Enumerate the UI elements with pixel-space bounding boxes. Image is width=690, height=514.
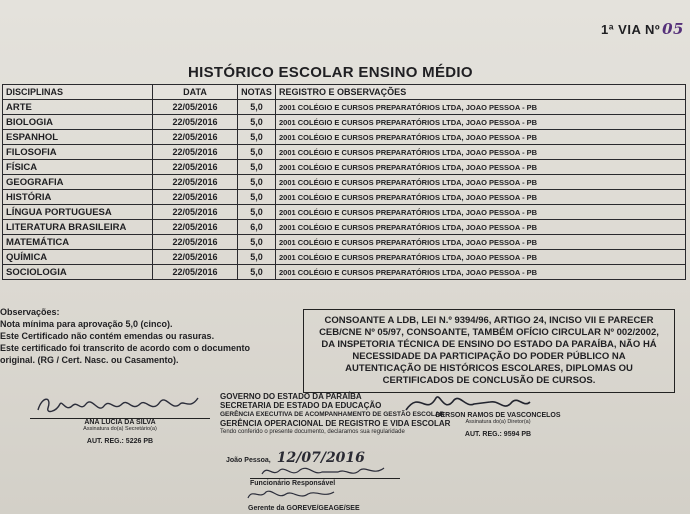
official-role: Funcionário Responsável (250, 480, 336, 487)
registry-cell: 2001 COLÉGIO E CURSOS PREPARATÓRIOS LTDA, JOAO PESSOA - PB (276, 205, 686, 220)
table-header-row (3, 85, 686, 100)
column-header: DATA (153, 85, 238, 100)
secretary-role: Assinatura do(a) Secretário(a) (83, 426, 157, 432)
grade-cell: 5,0 (238, 145, 276, 160)
observation-item: Este certificado foi transcrito de acordo com o documento (0, 343, 251, 353)
ldb-legal-notice: CONSOANTE A LDB, LEI N.º 9394/96, ARTIGO 24, INCISO VII E PARECER CEB/CNE Nº 05/97, CONSOANTE, TAMBÉM OFÍCIO CIRCULAR Nº 002/2002, DA INSPETORIA TÉCNICA DE ENSINO DO ESTADO DA PARAÍBA, NÃO HÁ NECESSIDADE DA PARTICIPAÇÃO DO PODER PÚBLICO NA AUTENTICAÇÃO DE HISTÓRICOS ESCOLARES, DIPLOMAS OU CERTIFICADOS DE CONCLUSÃO DE CURSOS. (303, 309, 675, 393)
date-cell: 22/05/2016 (153, 145, 238, 160)
date-cell: 22/05/2016 (153, 235, 238, 250)
grade-cell: 5,0 (238, 175, 276, 190)
date-cell: 22/05/2016 (153, 100, 238, 115)
disciplina-cell: ESPANHOL (3, 130, 153, 145)
registry-cell: 2001 COLÉGIO E CURSOS PREPARATÓRIOS LTDA, JOAO PESSOA - PB (276, 130, 686, 145)
table-row (3, 145, 686, 160)
observation-item: Este Certificado não contém emendas ou rasuras. (0, 331, 215, 341)
disciplina-cell: FILOSOFIA (3, 145, 153, 160)
date-cell: 22/05/2016 (153, 175, 238, 190)
grade-cell: 5,0 (238, 115, 276, 130)
grade-cell: 5,0 (238, 235, 276, 250)
date-cell: 22/05/2016 (153, 190, 238, 205)
date-cell: 22/05/2016 (153, 265, 238, 280)
observations-heading: Observações: (0, 307, 60, 317)
grade-cell: 5,0 (238, 160, 276, 175)
observation-item: original. (RG / Cert. Nasc. ou Casamento). (0, 355, 179, 365)
grade-cell: 6,0 (238, 220, 276, 235)
secretary-signature-block (30, 416, 210, 445)
manager-signature (244, 486, 354, 502)
city: João Pessoa, (226, 457, 271, 464)
handwritten-date: 12/07/2016 (276, 450, 365, 466)
via-label: 1ª VIA Nº (601, 22, 661, 37)
table-row (3, 100, 686, 115)
table-row (3, 190, 686, 205)
registry-cell: 2001 COLÉGIO E CURSOS PREPARATÓRIOS LTDA, JOAO PESSOA - PB (276, 190, 686, 205)
grade-cell: 5,0 (238, 205, 276, 220)
disciplina-cell: HISTÓRIA (3, 190, 153, 205)
via-number (601, 20, 684, 38)
column-header: REGISTRO E OBSERVAÇÕES (276, 85, 686, 100)
secretary-name: ANA LUCIA DA SILVA (84, 419, 156, 426)
column-header: DISCIPLINAS (3, 85, 153, 100)
disciplina-cell: SOCIOLOGIA (3, 265, 153, 280)
disciplina-cell: MATEMÁTICA (3, 235, 153, 250)
disciplina-cell: GEOGRAFIA (3, 175, 153, 190)
director-role: Assinatura do(a) Diretor(a) (465, 419, 531, 425)
disciplina-cell: QUÍMICA (3, 250, 153, 265)
manager-role: Gerente da GOREVE/GEAGE/SEE (248, 505, 360, 512)
grade-cell: 5,0 (238, 130, 276, 145)
date-cell: 22/05/2016 (153, 160, 238, 175)
table-row (3, 220, 686, 235)
registry-cell: 2001 COLÉGIO E CURSOS PREPARATÓRIOS LTDA, JOAO PESSOA - PB (276, 175, 686, 190)
director-name: DERSON RAMOS DE VASCONCELOS (435, 412, 561, 419)
observations (0, 306, 300, 366)
table-row (3, 265, 686, 280)
table-row (3, 205, 686, 220)
registry-cell: 2001 COLÉGIO E CURSOS PREPARATÓRIOS LTDA, JOAO PESSOA - PB (276, 115, 686, 130)
disciplina-cell: LITERATURA BRASILEIRA (3, 220, 153, 235)
stamp-line: GERÊNCIA EXECUTIVA DE ACOMPANHAMENTO DE GESTÃO ESCOLAR (220, 411, 445, 418)
date-cell: 22/05/2016 (153, 250, 238, 265)
column-header: NOTAS (238, 85, 276, 100)
secretary-registration: AUT. REG.: 5226 PB (86, 438, 154, 445)
date-cell: 22/05/2016 (153, 115, 238, 130)
stamp-line: GOVERNO DO ESTADO DA PARAÍBA (220, 392, 362, 401)
table-row (3, 130, 686, 145)
grade-cell: 5,0 (238, 265, 276, 280)
table-row (3, 175, 686, 190)
table-row (3, 250, 686, 265)
registry-cell: 2001 COLÉGIO E CURSOS PREPARATÓRIOS LTDA, JOAO PESSOA - PB (276, 160, 686, 175)
registry-cell: 2001 COLÉGIO E CURSOS PREPARATÓRIOS LTDA, JOAO PESSOA - PB (276, 265, 686, 280)
stamp-line: SECRETARIA DE ESTADO DA EDUCAÇÃO (220, 401, 382, 410)
date-cell: 22/05/2016 (153, 130, 238, 145)
observation-item: Nota mínima para aprovação 5,0 (cinco). (0, 319, 173, 329)
registry-cell: 2001 COLÉGIO E CURSOS PREPARATÓRIOS LTDA, JOAO PESSOA - PB (276, 235, 686, 250)
date-cell: 22/05/2016 (153, 205, 238, 220)
table-row (3, 235, 686, 250)
registry-cell: 2001 COLÉGIO E CURSOS PREPARATÓRIOS LTDA, JOAO PESSOA - PB (276, 145, 686, 160)
registry-cell: 2001 COLÉGIO E CURSOS PREPARATÓRIOS LTDA, JOAO PESSOA - PB (276, 220, 686, 235)
grades-table (2, 84, 686, 280)
grade-cell: 5,0 (238, 250, 276, 265)
table-row (3, 115, 686, 130)
stamp-line: GERÊNCIA OPERACIONAL DE REGISTRO E VIDA ESCOLAR (220, 419, 451, 428)
document-title: HISTÓRICO ESCOLAR ENSINO MÉDIO (188, 64, 473, 81)
conferido-text: Tendo conferido o presente documento, declaramos sua regularidade (220, 429, 405, 435)
table-row (3, 160, 686, 175)
disciplina-cell: FÍSICA (3, 160, 153, 175)
registry-cell: 2001 COLÉGIO E CURSOS PREPARATÓRIOS LTDA, JOAO PESSOA - PB (276, 100, 686, 115)
director-registration: AUT. REG.: 9594 PB (464, 431, 532, 438)
registry-cell: 2001 COLÉGIO E CURSOS PREPARATÓRIOS LTDA, JOAO PESSOA - PB (276, 250, 686, 265)
grade-cell: 5,0 (238, 100, 276, 115)
date-cell: 22/05/2016 (153, 220, 238, 235)
disciplina-cell: BIOLOGIA (3, 115, 153, 130)
via-handwritten-number: 05 (662, 20, 684, 38)
grade-cell: 5,0 (238, 190, 276, 205)
disciplina-cell: LÍNGUA PORTUGUESA (3, 205, 153, 220)
disciplina-cell: ARTE (3, 100, 153, 115)
director-signature-block (408, 412, 588, 438)
